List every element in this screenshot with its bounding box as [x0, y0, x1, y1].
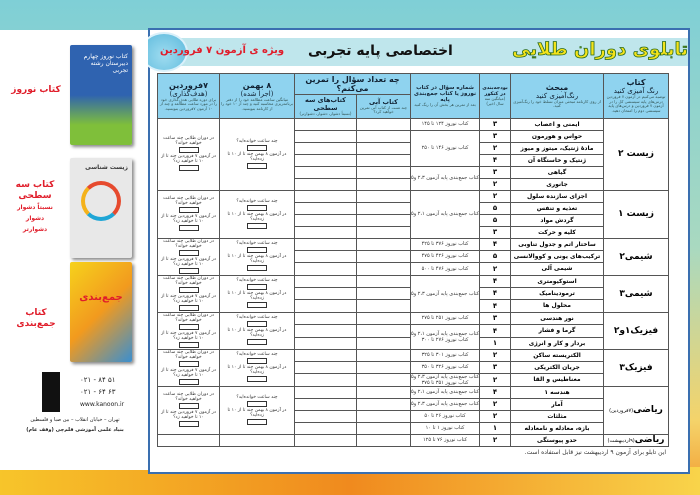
blue-book-count-cell[interactable] [357, 337, 411, 349]
budget-cell: ۵ [480, 214, 511, 226]
col-farvardin: ۷فروردین (هدف‌گذاری) برای دوره طلایی هدف‌گذاری خود را در مورد ساعت مطالعه و چند از ۱۰ آزمون ۷فروردین بنویسید. [158, 74, 220, 119]
topic-cell[interactable]: نور هندسی [511, 312, 604, 324]
bahman-score-prompt: در آزمون ۸ بهمن چند تا از ۱۰ تا زده‌اید؟ [227, 151, 287, 162]
three-level-count-cell[interactable] [295, 324, 357, 337]
bahman-score-input[interactable] [247, 376, 267, 382]
reference-cell[interactable]: کتاب نوروز ۴۲۶ تا ۴۷۵ [411, 250, 480, 262]
blue-book-count-cell[interactable] [357, 300, 411, 312]
table-row [158, 275, 669, 287]
farvardin-hours-input[interactable] [179, 207, 199, 213]
topic-cell[interactable]: جانوری [511, 178, 604, 190]
reference-cell[interactable]: کتاب جمع‌بندی پایه آزمون ۲،۱ و۵ [411, 190, 480, 238]
blue-book-count-cell[interactable] [357, 422, 411, 434]
col-practice: چه تعداد سؤال را تمرین می‌کنم؟ [295, 74, 411, 95]
blue-book-count-cell[interactable] [357, 312, 411, 324]
three-level-count-cell[interactable] [295, 373, 357, 386]
topic-cell[interactable]: ترکیب‌های یونی و کووالانسی [511, 250, 604, 262]
farvardin-score-input[interactable] [179, 225, 199, 231]
bahman-cell [220, 118, 295, 190]
blue-book-count-cell[interactable] [357, 142, 411, 154]
three-level-count-cell[interactable] [295, 287, 357, 299]
blue-book-count-cell[interactable] [357, 166, 411, 178]
book-name: فیزیک۳ [619, 362, 653, 373]
blue-book-count-cell[interactable] [357, 324, 411, 337]
topic-cell[interactable]: حواس و هورمون [511, 130, 604, 142]
farvardin-score-prompt: در آزمون ۷ فروردین چند تا از ۱۰ تا خواهید زد؟ [161, 410, 216, 420]
three-level-count-cell[interactable] [295, 434, 357, 446]
blue-book-count-cell[interactable] [357, 263, 411, 275]
blue-book-count-cell[interactable] [357, 118, 411, 130]
budget-cell: ۵ [480, 202, 511, 214]
budget-cell: ۴ [480, 386, 511, 398]
farvardin-cell [158, 312, 220, 349]
book-cell[interactable] [604, 190, 669, 238]
three-level-count-cell[interactable] [295, 250, 357, 262]
farvardin-score-input[interactable] [179, 165, 199, 171]
reference-cell[interactable]: کتاب نوروز ۴۷۶ تا ۵۰۰ [411, 263, 480, 275]
budget-cell: ۲ [480, 178, 511, 190]
table-row [158, 349, 669, 361]
foundation-name: بنیاد علمی آموزشی قلم‌چی (وقف عام) [26, 427, 124, 433]
bahman-hours-input[interactable] [247, 247, 267, 253]
footnote: این تابلو برای آزمون ۹ اردیبهشت نیز قابل استفاده است. [524, 448, 666, 456]
col-bahman: ۸ بهمن (اجرا شده) میانگین ساعت مطالعه خود را از دفتر برنامه‌ریزی محاسبه کنید و چند از ۱۰ خود را از کارنامه بنویسید. [220, 74, 295, 119]
farvardin-hours-prompt: در دوران طلایی چند ساعت خواهید خواند؟ [163, 136, 214, 146]
budget-cell: ۳ [480, 130, 511, 142]
blue-book-count-cell[interactable] [357, 250, 411, 262]
book-name: ریاضی [634, 435, 665, 445]
book-cell[interactable] [604, 238, 669, 275]
bahman-cell [220, 434, 295, 446]
book-note: (۷فروردین) [609, 408, 634, 414]
farvardin-hours-prompt: در دوران طلایی چند ساعت خواهید خواند؟ [163, 196, 214, 206]
topic-cell[interactable]: گرما و فشار [511, 324, 604, 337]
farvardin-hours-input[interactable] [179, 147, 199, 153]
topic-cell[interactable]: هندسه ۱ [511, 386, 604, 398]
topic-cell[interactable]: ژنتیک و خاستگاه آن [511, 154, 604, 166]
table-row [158, 386, 669, 398]
summary-book-cover: جمع‌بندی [70, 262, 132, 362]
three-level-book-label: کتاب سه سطحی نسبتاً دشوار دشوار دشوارتر [15, 180, 55, 233]
three-level-count-cell[interactable] [295, 422, 357, 434]
budget-cell: ۳ [480, 118, 511, 130]
blue-book-count-cell[interactable] [357, 386, 411, 398]
blue-book-count-cell[interactable] [357, 202, 411, 214]
reference-cell[interactable]: کتاب جمع‌بندی پایه آزمون ۲،۳ و۵ [411, 166, 480, 190]
col-three-level: کتاب‌های سه سطحی (نسبتاً دشوار، دشوار، دشوارتر) [295, 95, 357, 119]
bahman-hours-input[interactable] [247, 321, 267, 327]
budget-cell: ۴ [480, 238, 511, 250]
blue-book-count-cell[interactable] [357, 214, 411, 226]
book-cell[interactable] [604, 312, 669, 349]
budget-cell: ۲ [480, 263, 511, 275]
topic-cell[interactable]: ایمنی و اعصاب [511, 118, 604, 130]
address: تهران – خیابان انقلاب – بین صبا و فلسطین [30, 417, 120, 423]
bahman-score-input[interactable] [247, 419, 267, 425]
reference-cell[interactable]: کتاب نوروز ۳۰۱ تا ۳۲۵ [411, 349, 480, 361]
table-row [158, 238, 669, 250]
three-level-count-cell[interactable] [295, 118, 357, 130]
bahman-hours-prompt: چند ساعت خوانده‌اید؟ [236, 352, 278, 357]
reference-cell[interactable]: کتاب جمع‌بندی پایه آزمون ۲،۱ و۵ [411, 386, 480, 398]
farvardin-score-prompt: در آزمون ۷ فروردین چند تا از ۱۰ تا خواهید زد؟ [161, 154, 216, 164]
bahman-score-prompt: در آزمون ۸ بهمن چند تا از ۱۰ تا زده‌اید؟ [227, 328, 287, 338]
three-level-count-cell[interactable] [295, 386, 357, 398]
book-cell[interactable] [604, 434, 669, 446]
reference-cell[interactable]: کتاب نوروز ۱ تا ۱۰ [411, 422, 480, 434]
book-cell[interactable] [604, 386, 669, 434]
summary-book-label: کتاب جمع‌بندی [16, 308, 56, 329]
blue-book-count-cell[interactable] [357, 287, 411, 299]
three-level-count-cell[interactable] [295, 226, 357, 238]
farvardin-score-input[interactable] [179, 305, 199, 311]
three-level-count-cell[interactable] [295, 263, 357, 275]
topic-cell[interactable]: بردار و کار و انرژی [511, 337, 604, 349]
three-level-count-cell[interactable] [295, 190, 357, 202]
bahman-cell [220, 190, 295, 238]
budget-cell: ۱ [480, 337, 511, 349]
budget-cell: ۲ [480, 373, 511, 386]
book-note: (۹اردیبهشت) [607, 438, 635, 444]
topic-cell[interactable]: مثلثات [511, 410, 604, 422]
farvardin-score-input[interactable] [179, 342, 199, 348]
bahman-score-input[interactable] [247, 265, 267, 271]
three-level-count-cell[interactable] [295, 300, 357, 312]
topic-cell[interactable]: حدو پیوستگی [511, 434, 604, 446]
budget-cell: ۳ [480, 361, 511, 373]
blue-book-count-cell[interactable] [357, 190, 411, 202]
three-level-count-cell[interactable] [295, 202, 357, 214]
page-title: تابلوی دوران طلایی [512, 39, 688, 60]
reference-cell[interactable]: کتاب جمع‌بندی پایه آزمون ۲،۱ و۵ کتاب نوروز ۲۷۶ تا ۳۰۰ [411, 324, 480, 349]
col-budget: بودجه‌بندی در کنکور (میانگین سه سال اخیر) [480, 74, 511, 119]
blue-book-count-cell[interactable] [357, 349, 411, 361]
blue-book-count-cell[interactable] [357, 398, 411, 410]
farvardin-cell [158, 275, 220, 312]
blue-book-count-cell[interactable] [357, 434, 411, 446]
exam-badge: ویژه ی آزمون ۷ فروردین [160, 45, 285, 56]
book-cell[interactable] [604, 349, 669, 386]
topic-cell[interactable]: مغناطیس و القا [511, 373, 604, 386]
book-name: زیست ۲ [618, 149, 654, 159]
book-cell[interactable] [604, 275, 669, 312]
farvardin-hours-input[interactable] [179, 361, 199, 367]
reference-cell[interactable]: کتاب نوروز ۳۲۶ تا ۳۵۰ [411, 361, 480, 373]
bahman-hours-input[interactable] [247, 284, 267, 290]
reference-cell[interactable]: کتاب نوروز ۱۴۶ تا ۲۵۰ [411, 130, 480, 166]
topic-cell[interactable]: محلول ها [511, 300, 604, 312]
topic-cell[interactable]: الکتریسته ساکن [511, 349, 604, 361]
budget-cell: ۴ [480, 300, 511, 312]
book-name: زیست ۱ [618, 209, 654, 219]
farvardin-score-prompt: در آزمون ۷ فروردین چند تا از ۱۰ تا خواهید زد؟ [161, 256, 216, 267]
three-level-count-cell[interactable] [295, 361, 357, 373]
blue-book-count-cell[interactable] [357, 226, 411, 238]
table-row [158, 312, 669, 324]
blue-book-count-cell[interactable] [357, 154, 411, 166]
three-level-count-cell[interactable] [295, 154, 357, 166]
budget-cell: ۵ [480, 250, 511, 262]
farvardin-cell [158, 190, 220, 238]
farvardin-hours-input[interactable] [179, 287, 199, 293]
phone-1: ۰۲۱ - ۸۴ ۵۱ [80, 376, 116, 384]
table-row [158, 118, 669, 130]
farvardin-hours-prompt: در دوران طلایی چند ساعت خواهید خواند؟ [163, 392, 214, 402]
bahman-cell [220, 238, 295, 275]
farvardin-score-prompt: در آزمون ۷ فروردین چند تا از ۱۰ تا خواهید زد؟ [161, 293, 216, 304]
reference-cell[interactable]: کتاب جمع‌بندی پایه آزمون ۲،۳ و۵ [411, 275, 480, 312]
farvardin-cell [158, 118, 220, 190]
topic-cell[interactable]: آمار [511, 398, 604, 410]
blue-book-count-cell[interactable] [357, 361, 411, 373]
topic-cell[interactable]: تغذیه و تنفس [511, 202, 604, 214]
reference-cell[interactable]: کتاب نوروز ۱۲۴ تا ۱۴۵ [411, 118, 480, 130]
bahman-hours-prompt: چند ساعت خوانده‌اید؟ [236, 138, 278, 144]
topic-cell[interactable]: کلیه و حرکت [511, 226, 604, 238]
bahman-hours-prompt: چند ساعت خوانده‌اید؟ [236, 394, 278, 400]
three-level-count-cell[interactable] [295, 166, 357, 178]
three-level-count-cell[interactable] [295, 410, 357, 422]
reference-cell[interactable]: کتاب نوروز ۳۷۶ تا ۴۲۵ [411, 238, 480, 250]
budget-cell: ۳ [480, 312, 511, 324]
budget-cell: ۲ [480, 349, 511, 361]
bahman-hours-prompt: چند ساعت خوانده‌اید؟ [236, 241, 278, 246]
farvardin-hours-prompt: در دوران طلایی چند ساعت خواهید خواند؟ [163, 349, 214, 360]
reference-cell[interactable]: کتاب جمع‌بندی پایه آزمون ۲،۳ و۵ کتاب نوروز ۳۵۱ تا ۳۷۵ [411, 373, 479, 386]
farvardin-score-prompt: در آزمون ۷ فروردین چند تا از ۱۰ تا خواهید زد؟ [161, 214, 216, 224]
nowruz-book-label: کتاب نوروز [11, 85, 61, 95]
three-level-count-cell[interactable] [295, 214, 357, 226]
budget-cell: ۴ [480, 154, 511, 166]
topic-cell[interactable]: بازه، معادله و نامعادله [511, 422, 604, 434]
farvardin-hours-prompt: در دوران طلایی چند ساعت خواهید خواند؟ [163, 312, 214, 323]
bahman-hours-input[interactable] [247, 205, 267, 211]
budget-cell: ۲ [480, 190, 511, 202]
reference-cell[interactable]: کتاب نوروز ۲۶ تا ۵۰ [411, 410, 480, 422]
book-name: فیزیک۱و۲ [613, 325, 659, 336]
blue-book-count-cell[interactable] [357, 373, 411, 386]
bahman-score-prompt: در آزمون ۸ بهمن چند تا از ۱۰ تا زده‌اید؟ [227, 254, 287, 264]
study-plan-table [157, 73, 669, 447]
topic-cell[interactable]: گردش مواد [511, 214, 604, 226]
bahman-score-input[interactable] [247, 302, 267, 308]
bahman-hours-prompt: چند ساعت خوانده‌اید؟ [236, 278, 278, 283]
farvardin-score-prompt: در آزمون ۷ فروردین چند تا از ۱۰ تا خواهید زد؟ [161, 367, 216, 378]
blue-book-count-cell[interactable] [357, 410, 411, 422]
reference-cell[interactable]: کتاب نوروز ۷۶ تا ۱۲۵ [411, 434, 480, 446]
farvardin-hours-input[interactable] [179, 324, 199, 330]
bahman-score-prompt: در آزمون ۸ بهمن چند تا از ۱۰ تا زده‌اید؟ [227, 407, 287, 418]
three-level-count-cell[interactable] [295, 398, 357, 410]
bahman-score-input[interactable] [247, 223, 267, 229]
farvardin-score-input[interactable] [179, 421, 199, 427]
three-level-count-cell[interactable] [295, 312, 357, 324]
bahman-score-input[interactable] [247, 163, 267, 169]
topic-cell[interactable]: گیاهی [511, 166, 604, 178]
three-level-count-cell[interactable] [295, 130, 357, 142]
bahman-cell [220, 312, 295, 349]
bahman-hours-input[interactable] [247, 401, 267, 407]
farvardin-cell [158, 434, 220, 446]
topic-cell[interactable]: ساختار اتم و جدول تناوبی [511, 238, 604, 250]
col-book: کتاب رنگ آمیزی کنید توصیه می‌کنیم در آزمون ۷ فروردین درس‌های پایه سیستمی کل را در آزمون ۷ فروردین و درس‌های پایه سیستمی دوم را امتحان دهید. [604, 74, 669, 119]
nowruz-book-cover: کتاب نوروز چهارم دبیرستان رشته تجربی [70, 45, 132, 145]
blue-book-count-cell[interactable] [357, 130, 411, 142]
table-row [158, 434, 669, 446]
topic-cell[interactable]: شیمی آلی [511, 263, 604, 275]
three-level-count-cell[interactable] [295, 178, 357, 190]
reference-cell[interactable]: کتاب نوروز ۲۵۱ تا ۲۷۵ [411, 312, 480, 324]
farvardin-cell [158, 386, 220, 434]
book-cell[interactable] [604, 118, 669, 190]
farvardin-hours-input[interactable] [179, 403, 199, 409]
sidebar [0, 30, 148, 470]
book-name: شیمی۲ [619, 251, 653, 262]
bahman-hours-input[interactable] [247, 145, 267, 151]
budget-cell: ۲ [480, 142, 511, 154]
farvardin-hours-prompt: در دوران طلایی چند ساعت خواهید خواند؟ [163, 275, 214, 286]
kanoon-logo [42, 372, 60, 412]
three-level-count-cell[interactable] [295, 337, 357, 349]
bahman-score-input[interactable] [247, 339, 267, 345]
table-row [158, 190, 669, 202]
blue-book-count-cell[interactable] [357, 178, 411, 190]
three-level-count-cell[interactable] [295, 275, 357, 287]
blue-book-count-cell[interactable] [357, 275, 411, 287]
topic-cell[interactable]: اجزای سازنده سلول [511, 190, 604, 202]
budget-cell: ۱ [480, 422, 511, 434]
blue-book-count-cell[interactable] [357, 238, 411, 250]
bahman-hours-input[interactable] [247, 358, 267, 364]
website-link[interactable]: www.kanoon.ir [80, 401, 125, 408]
three-level-count-cell[interactable] [295, 142, 357, 154]
topic-cell[interactable]: ترمودینامیک [511, 287, 604, 299]
budget-cell: ۳ [480, 226, 511, 238]
book-name: ریاضی [633, 405, 663, 415]
three-level-count-cell[interactable] [295, 238, 357, 250]
table-area [157, 73, 668, 456]
farvardin-cell [158, 238, 220, 275]
farvardin-score-input[interactable] [179, 268, 199, 274]
bahman-score-prompt: در آزمون ۸ بهمن چند تا از ۱۰ تا زده‌اید؟ [227, 211, 287, 222]
three-level-count-cell[interactable] [295, 349, 357, 361]
bahman-hours-prompt: چند ساعت خوانده‌اید؟ [236, 198, 278, 204]
budget-cell: ۲ [480, 410, 511, 422]
farvardin-score-input[interactable] [179, 379, 199, 385]
budget-cell: ۴ [480, 324, 511, 337]
budget-cell: ۲ [480, 398, 511, 410]
bahman-cell [220, 386, 295, 434]
farvardin-cell [158, 349, 220, 386]
farvardin-hours-input[interactable] [179, 250, 199, 256]
bahman-score-prompt: در آزمون ۸ بهمن چند تا از ۱۰ تا زده‌اید؟ [227, 291, 287, 301]
bahman-cell [220, 349, 295, 386]
farvardin-hours-prompt: در دوران طلایی چند ساعت خواهید خواند؟ [163, 238, 214, 249]
farvardin-score-prompt: در آزمون ۷ فروردین چند تا از ۱۰ تا خواهید زد؟ [161, 330, 216, 341]
page-subtitle: اختصاصی پایه تجربی [308, 43, 453, 59]
budget-cell: ۴ [480, 275, 511, 287]
topic-cell[interactable]: استوکیومتری [511, 275, 604, 287]
topic-cell[interactable]: مادهٔ ژنتیک، میتوز و میوز [511, 142, 604, 154]
book-name: شیمی۳ [619, 288, 653, 299]
bahman-score-prompt: در آزمون ۸ بهمن چند تا از ۱۰ تا زده‌اید؟ [227, 365, 287, 375]
phone-2: ۰۲۱ - ۶۴ ۶۳ [80, 388, 116, 396]
bahman-cell [220, 275, 295, 312]
topic-cell[interactable]: جریان الکتریکی [511, 361, 604, 373]
reference-cell[interactable]: کتاب جمع‌بندی پایه آزمون ۲،۳ و۵ [411, 398, 480, 410]
col-ref: شماره سؤال در کتاب نوروز یا کتاب جمع‌بندی پایه بعد از تمرین هر بخش آن را رنگ کنید [411, 74, 480, 119]
budget-cell: ۲ [480, 434, 511, 446]
col-topic: مبحث رنگ‌آمیزی کنید از روی کارنامه مبحثی میزان تسلط خود را رنگ‌آمیزی کنید. [511, 74, 604, 119]
budget-cell: ۴ [480, 287, 511, 299]
bahman-hours-prompt: چند ساعت خوانده‌اید؟ [236, 315, 278, 320]
col-blue-book: کتاب آبی چند تست از کتاب آبی تمرین خواهید کرد؟ [357, 95, 411, 119]
three-level-book-cover: زیست شناسی [70, 158, 132, 258]
budget-cell: ۳ [480, 166, 511, 178]
